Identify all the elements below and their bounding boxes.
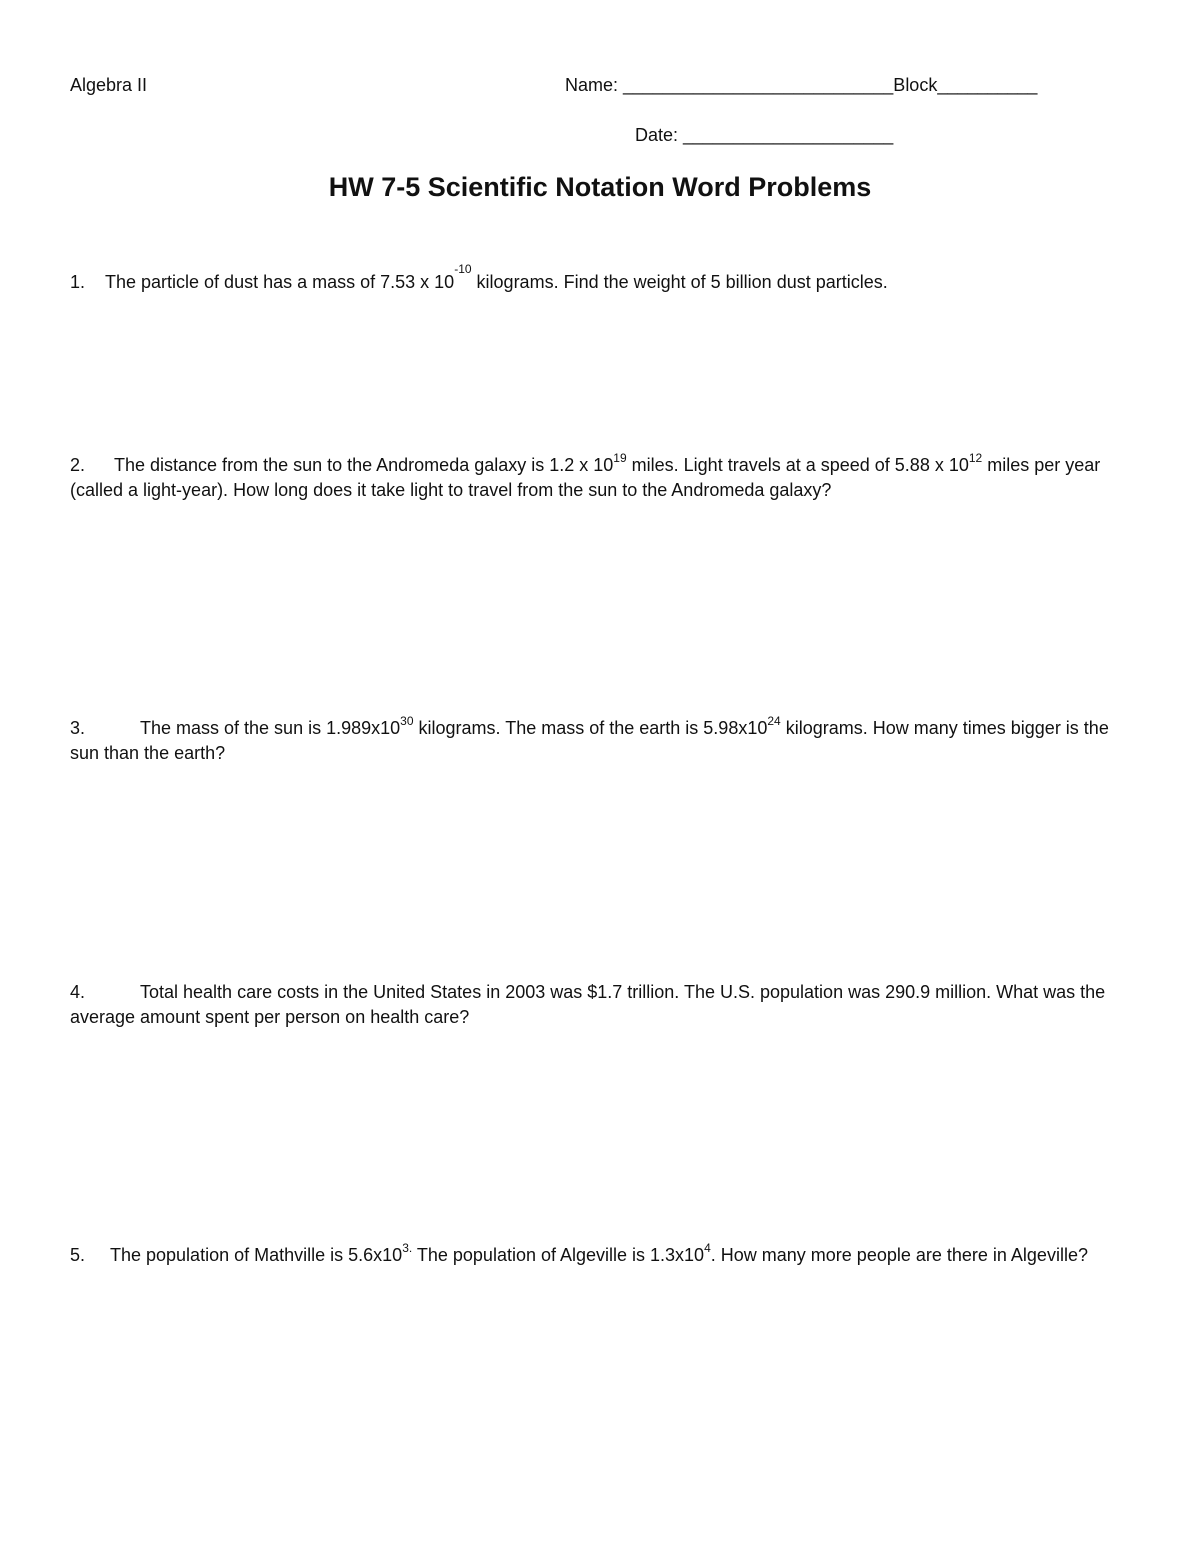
problem-text: kilograms. Find the weight of 5 billion dust particles.: [471, 272, 888, 292]
problem-4: [70, 980, 1130, 1030]
problem-number: 5.: [70, 1245, 86, 1265]
problem-number: 4.: [70, 982, 86, 1002]
exponent: 3.: [402, 1241, 413, 1255]
exponent: -10: [454, 262, 472, 276]
problem-2: [70, 453, 1130, 503]
problem-text: The mass of the sun is 1.989x10: [140, 718, 401, 738]
exponent: 24: [767, 714, 781, 728]
problem-text: . How many more people are there in Algeville?: [710, 1245, 1088, 1265]
course-label: Algebra II: [70, 75, 148, 95]
problem-text: Total health care costs in the United States in 2003 was $1.7 trillion. The U.S. population was 290.9 million. What was the average amount spent per person on health care?: [70, 982, 1106, 1027]
problem-text: The distance from the sun to the Andromeda galaxy is 1.2 x 10: [114, 455, 614, 475]
problem-text: The population of Algeville is 1.3x10: [412, 1245, 705, 1265]
exponent: 12: [968, 451, 983, 465]
exponent: 30: [400, 714, 414, 728]
problem-1: [70, 262, 1130, 295]
problem-5: [70, 1243, 1130, 1268]
problem-text: The particle of dust has a mass of 7.53 x 10: [105, 272, 455, 292]
problem-text: miles. Light travels at a speed of 5.88 x 10: [626, 455, 969, 475]
exponent: 19: [613, 451, 627, 465]
problem-text: kilograms. The mass of the earth is 5.98x10: [413, 718, 768, 738]
problem-number: 1.: [70, 272, 86, 292]
problem-number: 2.: [70, 455, 86, 475]
problem-text: The population of Mathville is 5.6x10: [110, 1245, 403, 1265]
worksheet-title: HW 7-5 Scientific Notation Word Problems: [328, 172, 872, 202]
date-field: Date: _____________________: [635, 125, 894, 145]
problem-text: miles per year (called a light-year). How long does it take light to travel from the sun to the Andromeda galaxy?: [70, 455, 1101, 500]
problem-text: kilograms. How many times bigger is the sun than the earth?: [70, 718, 1109, 763]
exponent: 4: [704, 1241, 711, 1255]
problem-number: 3.: [70, 718, 86, 738]
problem-3: [70, 716, 1130, 766]
name-block-field: Name: ___________________________Block__________: [565, 75, 1038, 95]
